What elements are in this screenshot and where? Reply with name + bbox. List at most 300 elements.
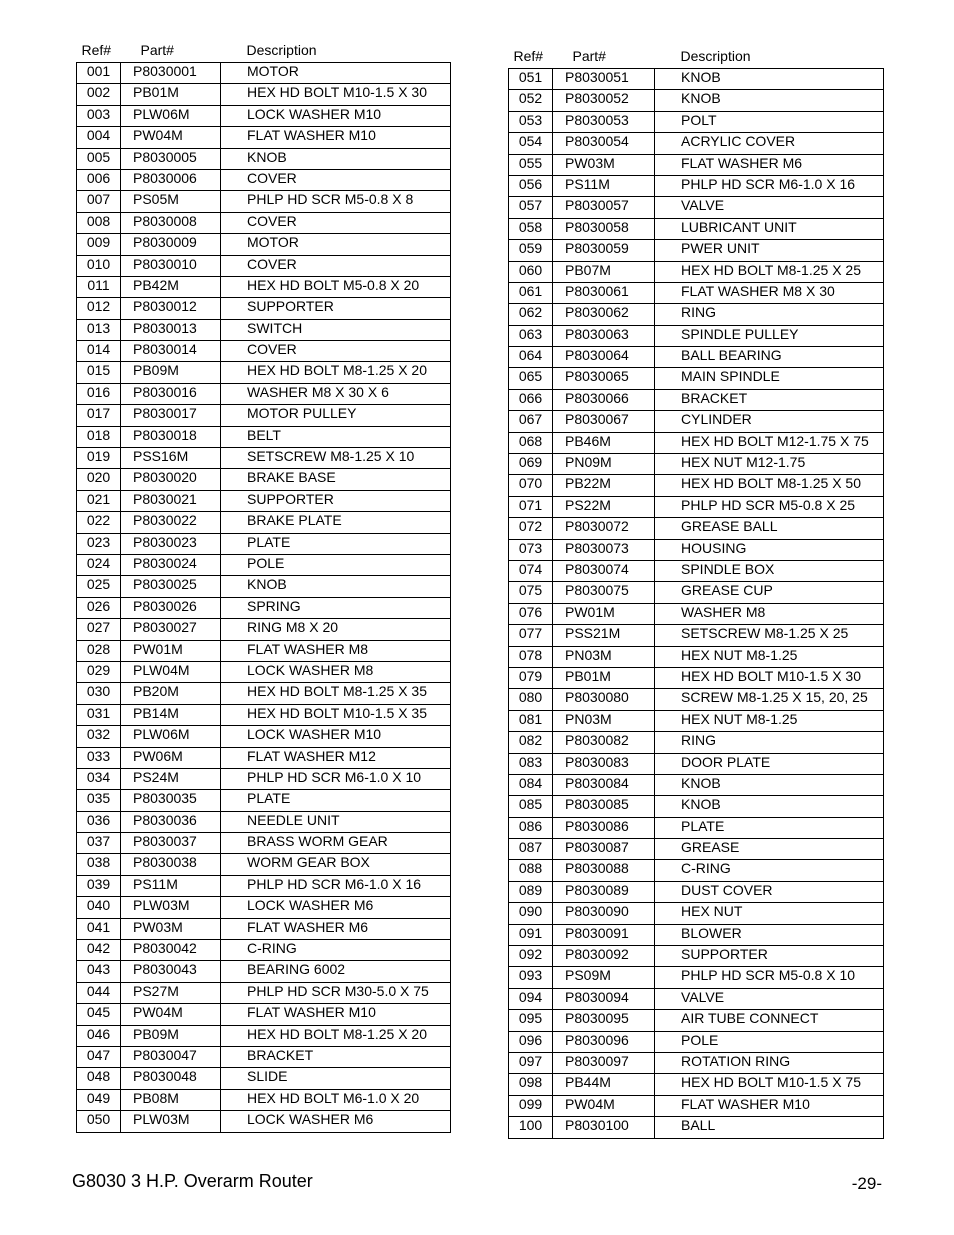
ref-cell: 039 bbox=[77, 875, 121, 896]
ref-cell: 080 bbox=[509, 689, 553, 710]
table-row bbox=[77, 661, 451, 682]
description-cell: KNOB bbox=[655, 774, 884, 795]
table-row bbox=[509, 496, 884, 517]
table-row bbox=[509, 603, 884, 624]
table-row bbox=[509, 325, 884, 346]
part-number-cell: P8030097 bbox=[553, 1052, 655, 1073]
part-number-cell: PW04M bbox=[121, 1004, 221, 1025]
ref-cell: 023 bbox=[77, 533, 121, 554]
table-row bbox=[509, 111, 884, 132]
ref-cell: 063 bbox=[509, 325, 553, 346]
ref-cell: 075 bbox=[509, 582, 553, 603]
part-number-cell: P8030014 bbox=[121, 341, 221, 362]
ref-cell: 099 bbox=[509, 1095, 553, 1116]
part-number-cell: P8030057 bbox=[553, 197, 655, 218]
part-number-cell: P8030062 bbox=[553, 304, 655, 325]
ref-cell: 016 bbox=[77, 383, 121, 404]
table-row bbox=[77, 554, 451, 575]
table-row bbox=[509, 197, 884, 218]
part-number-cell: PB09M bbox=[121, 1025, 221, 1046]
part-number-cell: P8030080 bbox=[553, 689, 655, 710]
ref-cell: 051 bbox=[509, 69, 553, 90]
ref-cell: 054 bbox=[509, 133, 553, 154]
part-number-cell: PW01M bbox=[121, 640, 221, 661]
table-row bbox=[509, 282, 884, 303]
ref-cell: 025 bbox=[77, 576, 121, 597]
ref-cell: 085 bbox=[509, 796, 553, 817]
table-row bbox=[509, 582, 884, 603]
table-row bbox=[509, 69, 884, 90]
ref-cell: 047 bbox=[77, 1046, 121, 1067]
table-row bbox=[77, 169, 451, 190]
table-row bbox=[509, 411, 884, 432]
ref-cell: 012 bbox=[77, 298, 121, 319]
part-number-cell: PW06M bbox=[121, 747, 221, 768]
description-cell: POLE bbox=[655, 1031, 884, 1052]
document-title: G8030 3 H.P. Overarm Router bbox=[72, 1171, 313, 1191]
table-row bbox=[77, 640, 451, 661]
part-number-cell: PLW04M bbox=[121, 661, 221, 682]
part-number-cell: P8030016 bbox=[121, 383, 221, 404]
description-cell: AIR TUBE CONNECT bbox=[655, 1010, 884, 1031]
part-number-cell: PN03M bbox=[553, 710, 655, 731]
description-cell: ROTATION RING bbox=[655, 1052, 884, 1073]
description-column-header: Description bbox=[246, 42, 317, 58]
description-cell: LUBRICANT UNIT bbox=[655, 218, 884, 239]
ref-cell: 090 bbox=[509, 903, 553, 924]
description-cell: PHLP HD SCR M30-5.0 X 75 bbox=[221, 982, 451, 1003]
ref-cell: 041 bbox=[77, 918, 121, 939]
ref-cell: 057 bbox=[509, 197, 553, 218]
part-number-cell: PLW03M bbox=[121, 1111, 221, 1132]
part-number-cell: P8030027 bbox=[121, 619, 221, 640]
description-cell: RING bbox=[655, 304, 884, 325]
description-cell: BRACKET bbox=[655, 389, 884, 410]
table-row bbox=[77, 105, 451, 126]
description-cell: PHLP HD SCR M6-1.0 X 16 bbox=[221, 875, 451, 896]
ref-cell: 074 bbox=[509, 560, 553, 581]
table-row bbox=[509, 860, 884, 881]
ref-cell: 049 bbox=[77, 1089, 121, 1110]
part-number-cell: P8030017 bbox=[121, 405, 221, 426]
description-cell: KNOB bbox=[221, 148, 451, 169]
table-row bbox=[509, 689, 884, 710]
part-number-cell: PW01M bbox=[553, 603, 655, 624]
ref-cell: 043 bbox=[77, 961, 121, 982]
part-number-cell: PB44M bbox=[553, 1074, 655, 1095]
table-row bbox=[77, 298, 451, 319]
table-row bbox=[509, 175, 884, 196]
part-number-cell: P8030073 bbox=[553, 539, 655, 560]
part-number-cell: PS11M bbox=[553, 175, 655, 196]
ref-cell: 062 bbox=[509, 304, 553, 325]
part-number-cell: PSS16M bbox=[121, 448, 221, 469]
description-cell: BALL bbox=[655, 1117, 884, 1138]
part-number-cell: P8030036 bbox=[121, 811, 221, 832]
ref-cell: 032 bbox=[77, 726, 121, 747]
table-row bbox=[509, 1117, 884, 1138]
table-row bbox=[77, 148, 451, 169]
ref-cell: 017 bbox=[77, 405, 121, 426]
ref-cell: 031 bbox=[77, 704, 121, 725]
table-row bbox=[509, 903, 884, 924]
table-row bbox=[77, 683, 451, 704]
part-number-cell: P8030022 bbox=[121, 512, 221, 533]
description-cell: COVER bbox=[221, 341, 451, 362]
part-number-cell: P8030095 bbox=[553, 1010, 655, 1031]
description-cell: BLOWER bbox=[655, 924, 884, 945]
ref-cell: 070 bbox=[509, 475, 553, 496]
table-row bbox=[509, 988, 884, 1009]
description-cell: PHLP HD SCR M5-0.8 X 25 bbox=[655, 496, 884, 517]
table-row bbox=[509, 133, 884, 154]
table-row bbox=[77, 811, 451, 832]
table-row bbox=[77, 1111, 451, 1132]
table-row bbox=[77, 854, 451, 875]
part-number-cell: P8030037 bbox=[121, 833, 221, 854]
table-row bbox=[77, 448, 451, 469]
part-number-cell: P8030054 bbox=[553, 133, 655, 154]
table-row bbox=[509, 796, 884, 817]
table-row bbox=[509, 518, 884, 539]
ref-cell: 058 bbox=[509, 218, 553, 239]
table-row bbox=[509, 368, 884, 389]
ref-cell: 084 bbox=[509, 774, 553, 795]
table-row bbox=[509, 967, 884, 988]
description-cell: FLAT WASHER M10 bbox=[221, 127, 451, 148]
table-row bbox=[509, 946, 884, 967]
description-cell: BRAKE BASE bbox=[221, 469, 451, 490]
table-row bbox=[509, 732, 884, 753]
table-row bbox=[77, 961, 451, 982]
part-number-cell: P8030091 bbox=[553, 924, 655, 945]
description-cell: KNOB bbox=[655, 796, 884, 817]
description-cell: HEX HD BOLT M8-1.25 X 50 bbox=[655, 475, 884, 496]
part-number-cell: P8030087 bbox=[553, 839, 655, 860]
part-number-cell: PSS21M bbox=[553, 625, 655, 646]
ref-cell: 033 bbox=[77, 747, 121, 768]
table-row bbox=[509, 347, 884, 368]
description-cell: HEX HD BOLT M5-0.8 X 20 bbox=[221, 276, 451, 297]
description-cell: LOCK WASHER M10 bbox=[221, 726, 451, 747]
ref-cell: 087 bbox=[509, 839, 553, 860]
ref-cell: 036 bbox=[77, 811, 121, 832]
parts-table-left bbox=[76, 42, 451, 1133]
part-number-cell: P8030063 bbox=[553, 325, 655, 346]
description-cell: PHLP HD SCR M6-1.0 X 10 bbox=[221, 768, 451, 789]
description-cell: HEX HD BOLT M12-1.75 X 75 bbox=[655, 432, 884, 453]
ref-cell: 006 bbox=[77, 169, 121, 190]
ref-cell: 067 bbox=[509, 411, 553, 432]
part-number-cell: P8030082 bbox=[553, 732, 655, 753]
ref-cell: 069 bbox=[509, 454, 553, 475]
description-cell: SCREW M8-1.25 X 15, 20, 25 bbox=[655, 689, 884, 710]
description-cell: PLATE bbox=[655, 817, 884, 838]
table-row bbox=[77, 512, 451, 533]
description-cell: BRAKE PLATE bbox=[221, 512, 451, 533]
description-cell: ACRYLIC COVER bbox=[655, 133, 884, 154]
description-cell: FLAT WASHER M6 bbox=[655, 154, 884, 175]
description-cell: LOCK WASHER M10 bbox=[221, 105, 451, 126]
description-cell: HEX HD BOLT M6-1.0 X 20 bbox=[221, 1089, 451, 1110]
part-number-cell: P8030074 bbox=[553, 560, 655, 581]
part-number-cell: P8030047 bbox=[121, 1046, 221, 1067]
description-cell: HEX NUT M8-1.25 bbox=[655, 646, 884, 667]
part-number-cell: P8030064 bbox=[553, 347, 655, 368]
part-number-cell: P8030090 bbox=[553, 903, 655, 924]
description-cell: WASHER M8 X 30 X 6 bbox=[221, 383, 451, 404]
ref-cell: 100 bbox=[509, 1117, 553, 1138]
description-cell: FLAT WASHER M8 X 30 bbox=[655, 282, 884, 303]
table-row bbox=[77, 982, 451, 1003]
part-number-cell: PW03M bbox=[553, 154, 655, 175]
ref-cell: 060 bbox=[509, 261, 553, 282]
description-cell: VALVE bbox=[655, 988, 884, 1009]
table-row bbox=[77, 747, 451, 768]
table-row bbox=[77, 405, 451, 426]
description-cell: WASHER M8 bbox=[655, 603, 884, 624]
part-number-cell: P8030066 bbox=[553, 389, 655, 410]
part-number-cell: P8030075 bbox=[553, 582, 655, 603]
table-row bbox=[509, 1074, 884, 1095]
table-row bbox=[77, 127, 451, 148]
part-number-cell: PB09M bbox=[121, 362, 221, 383]
table-row bbox=[509, 539, 884, 560]
part-number-cell: PB01M bbox=[121, 84, 221, 105]
description-cell: FLAT WASHER M10 bbox=[655, 1095, 884, 1116]
description-cell: KNOB bbox=[655, 90, 884, 111]
part-number-cell: PW04M bbox=[553, 1095, 655, 1116]
part-number-cell: PW03M bbox=[121, 918, 221, 939]
part-number-cell: P8030094 bbox=[553, 988, 655, 1009]
table-row bbox=[509, 753, 884, 774]
description-cell: HEX HD BOLT M8-1.25 X 20 bbox=[221, 362, 451, 383]
ref-cell: 097 bbox=[509, 1052, 553, 1073]
ref-cell: 037 bbox=[77, 833, 121, 854]
table-row bbox=[509, 454, 884, 475]
part-number-cell: PS27M bbox=[121, 982, 221, 1003]
ref-cell: 046 bbox=[77, 1025, 121, 1046]
parts-table-left-body bbox=[77, 63, 451, 1133]
ref-cell: 076 bbox=[509, 603, 553, 624]
ref-cell: 072 bbox=[509, 518, 553, 539]
page-number: -29- bbox=[851, 1174, 882, 1193]
table-row bbox=[77, 255, 451, 276]
table-row bbox=[77, 341, 451, 362]
table-row bbox=[77, 918, 451, 939]
part-number-cell: P8030100 bbox=[553, 1117, 655, 1138]
part-number-cell: P8030058 bbox=[553, 218, 655, 239]
ref-cell: 040 bbox=[77, 897, 121, 918]
ref-cell: 086 bbox=[509, 817, 553, 838]
description-cell: SETSCREW M8-1.25 X 25 bbox=[655, 625, 884, 646]
table-row bbox=[509, 475, 884, 496]
ref-cell: 014 bbox=[77, 341, 121, 362]
description-cell: SPRING bbox=[221, 597, 451, 618]
table-row bbox=[509, 560, 884, 581]
table-row bbox=[77, 383, 451, 404]
table-row bbox=[77, 833, 451, 854]
description-cell: SUPPORTER bbox=[221, 298, 451, 319]
ref-cell: 022 bbox=[77, 512, 121, 533]
table-row bbox=[509, 90, 884, 111]
ref-cell: 018 bbox=[77, 426, 121, 447]
ref-cell: 030 bbox=[77, 683, 121, 704]
description-cell: COVER bbox=[221, 255, 451, 276]
description-cell: SETSCREW M8-1.25 X 10 bbox=[221, 448, 451, 469]
ref-cell: 068 bbox=[509, 432, 553, 453]
part-number-cell: P8030065 bbox=[553, 368, 655, 389]
description-cell: C-RING bbox=[655, 860, 884, 881]
table-row bbox=[77, 576, 451, 597]
table-row bbox=[509, 710, 884, 731]
description-cell: HEX HD BOLT M8-1.25 X 35 bbox=[221, 683, 451, 704]
description-cell: COVER bbox=[221, 169, 451, 190]
table-row bbox=[77, 84, 451, 105]
table-row bbox=[77, 212, 451, 233]
ref-cell: 095 bbox=[509, 1010, 553, 1031]
ref-cell: 082 bbox=[509, 732, 553, 753]
part-number-cell: PLW06M bbox=[121, 726, 221, 747]
part-number-cell: PS11M bbox=[121, 875, 221, 896]
table-row bbox=[77, 597, 451, 618]
description-cell: BRACKET bbox=[221, 1046, 451, 1067]
ref-cell: 092 bbox=[509, 946, 553, 967]
table-row bbox=[77, 234, 451, 255]
table-row bbox=[77, 619, 451, 640]
part-number-cell: P8030088 bbox=[553, 860, 655, 881]
description-cell: BEARING 6002 bbox=[221, 961, 451, 982]
part-number-cell: PW04M bbox=[121, 127, 221, 148]
description-cell: PHLP HD SCR M5-0.8 X 10 bbox=[655, 967, 884, 988]
ref-cell: 098 bbox=[509, 1074, 553, 1095]
parts-table-right-body bbox=[509, 69, 884, 1139]
table-row bbox=[509, 154, 884, 175]
description-cell: LOCK WASHER M6 bbox=[221, 1111, 451, 1132]
ref-cell: 026 bbox=[77, 597, 121, 618]
part-number-cell: P8030009 bbox=[121, 234, 221, 255]
description-cell: KNOB bbox=[655, 69, 884, 90]
part-number-cell: PB07M bbox=[553, 261, 655, 282]
ref-cell: 007 bbox=[77, 191, 121, 212]
table-row bbox=[509, 1052, 884, 1073]
ref-cell: 079 bbox=[509, 667, 553, 688]
ref-cell: 013 bbox=[77, 319, 121, 340]
ref-cell: 020 bbox=[77, 469, 121, 490]
part-number-cell: PS09M bbox=[553, 967, 655, 988]
part-number-cell: P8030001 bbox=[121, 63, 221, 84]
ref-cell: 038 bbox=[77, 854, 121, 875]
ref-cell: 021 bbox=[77, 490, 121, 511]
parts-table-right bbox=[508, 48, 884, 1139]
ref-cell: 045 bbox=[77, 1004, 121, 1025]
part-number-cell: PB14M bbox=[121, 704, 221, 725]
description-cell: SUPPORTER bbox=[655, 946, 884, 967]
part-number-cell: P8030025 bbox=[121, 576, 221, 597]
ref-cell: 077 bbox=[509, 625, 553, 646]
ref-cell: 035 bbox=[77, 790, 121, 811]
ref-cell: 009 bbox=[77, 234, 121, 255]
part-number-cell: P8030059 bbox=[553, 240, 655, 261]
part-number-cell: P8030006 bbox=[121, 169, 221, 190]
table-row bbox=[77, 426, 451, 447]
ref-cell: 071 bbox=[509, 496, 553, 517]
table-row bbox=[77, 469, 451, 490]
part-number-cell: P8030012 bbox=[121, 298, 221, 319]
part-column-header: Part# bbox=[140, 42, 174, 58]
table-row bbox=[509, 646, 884, 667]
part-number-cell: P8030018 bbox=[121, 426, 221, 447]
description-cell: SUPPORTER bbox=[221, 490, 451, 511]
description-cell: FLAT WASHER M12 bbox=[221, 747, 451, 768]
ref-cell: 027 bbox=[77, 619, 121, 640]
description-cell: COVER bbox=[221, 212, 451, 233]
description-cell: KNOB bbox=[221, 576, 451, 597]
table-row bbox=[509, 389, 884, 410]
description-cell: PWER UNIT bbox=[655, 240, 884, 261]
part-number-cell: P8030035 bbox=[121, 790, 221, 811]
description-cell: RING M8 X 20 bbox=[221, 619, 451, 640]
table-row bbox=[77, 1089, 451, 1110]
part-number-cell: P8030013 bbox=[121, 319, 221, 340]
part-number-cell: PN09M bbox=[553, 454, 655, 475]
part-number-cell: P8030010 bbox=[121, 255, 221, 276]
part-number-cell: P8030043 bbox=[121, 961, 221, 982]
table-row bbox=[77, 1025, 451, 1046]
description-cell: POLE bbox=[221, 554, 451, 575]
ref-cell: 055 bbox=[509, 154, 553, 175]
part-number-cell: P8030051 bbox=[553, 69, 655, 90]
ref-cell: 010 bbox=[77, 255, 121, 276]
description-cell: HEX NUT bbox=[655, 903, 884, 924]
table-row bbox=[77, 875, 451, 896]
table-row bbox=[77, 768, 451, 789]
ref-cell: 065 bbox=[509, 368, 553, 389]
ref-cell: 096 bbox=[509, 1031, 553, 1052]
description-cell: SPINDLE BOX bbox=[655, 560, 884, 581]
part-number-cell: PB01M bbox=[553, 667, 655, 688]
part-column-header: Part# bbox=[572, 48, 606, 64]
table-row bbox=[509, 625, 884, 646]
description-cell: SPINDLE PULLEY bbox=[655, 325, 884, 346]
table-row bbox=[77, 1068, 451, 1089]
part-number-cell: PS22M bbox=[553, 496, 655, 517]
part-number-cell: PB42M bbox=[121, 276, 221, 297]
part-number-cell: PB08M bbox=[121, 1089, 221, 1110]
table-row bbox=[77, 63, 451, 84]
ref-cell: 015 bbox=[77, 362, 121, 383]
part-number-cell: P8030085 bbox=[553, 796, 655, 817]
description-cell: GREASE CUP bbox=[655, 582, 884, 603]
table-row bbox=[509, 817, 884, 838]
ref-cell: 028 bbox=[77, 640, 121, 661]
ref-cell: 029 bbox=[77, 661, 121, 682]
part-number-cell: PB20M bbox=[121, 683, 221, 704]
description-cell: HOUSING bbox=[655, 539, 884, 560]
table-row bbox=[509, 1031, 884, 1052]
description-cell: HEX NUT M8-1.25 bbox=[655, 710, 884, 731]
description-cell: SWITCH bbox=[221, 319, 451, 340]
description-cell: BALL BEARING bbox=[655, 347, 884, 368]
ref-cell: 003 bbox=[77, 105, 121, 126]
table-row bbox=[509, 240, 884, 261]
description-cell: DOOR PLATE bbox=[655, 753, 884, 774]
part-number-cell: P8030023 bbox=[121, 533, 221, 554]
part-number-cell: P8030024 bbox=[121, 554, 221, 575]
description-cell: FLAT WASHER M6 bbox=[221, 918, 451, 939]
part-number-cell: P8030086 bbox=[553, 817, 655, 838]
ref-cell: 053 bbox=[509, 111, 553, 132]
